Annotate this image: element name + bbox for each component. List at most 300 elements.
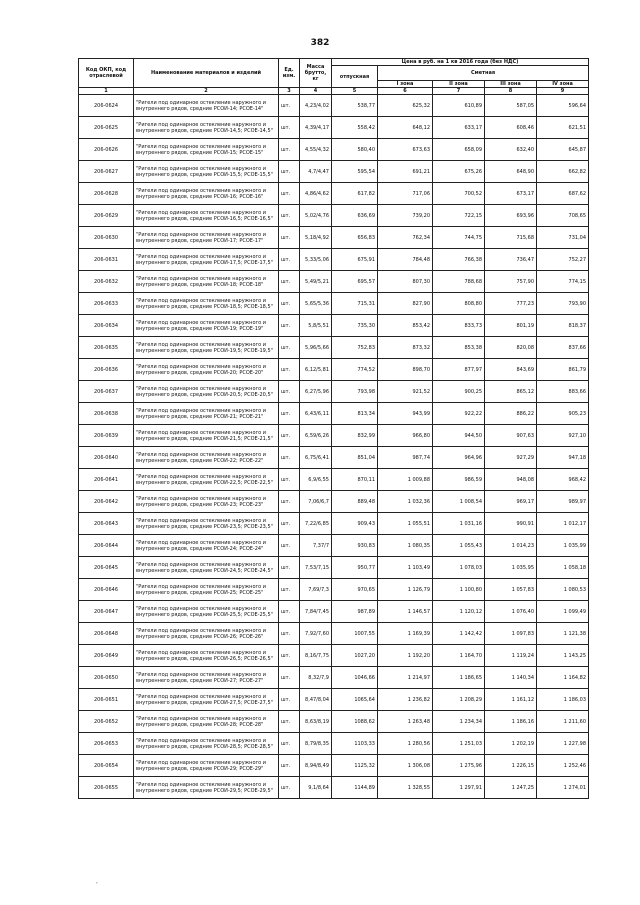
release-price: 558,42 — [332, 117, 378, 139]
header-zone-4: IV зона — [537, 81, 589, 88]
item-name: "Ригели под одинарное остекление наружного и внутреннего рядов, средние РСОИ-27; РСОЕ-27" — [134, 667, 279, 689]
item-mass: 4,39/4,17 — [300, 117, 332, 139]
table-row — [79, 205, 589, 227]
table-row — [79, 183, 589, 205]
page-number: 382 — [310, 38, 330, 48]
zone-2-price: 1 142,42 — [433, 623, 485, 645]
zone-2-price: 922,22 — [433, 403, 485, 425]
header-name: Наименование материалов и изделий — [134, 59, 279, 88]
header-code: Код ОКП, код отраслевой — [79, 59, 134, 88]
zone-1-price: 921,52 — [378, 381, 433, 403]
release-price: 675,91 — [332, 249, 378, 271]
zone-1-price: 1 263,48 — [378, 711, 433, 733]
item-code: 206-0648 — [79, 623, 134, 645]
zone-1-price: 1 169,39 — [378, 623, 433, 645]
zone-2-price: 633,17 — [433, 117, 485, 139]
zone-3-price: 777,23 — [485, 293, 537, 315]
item-mass: 5,8/5,51 — [300, 315, 332, 337]
table-row — [79, 711, 589, 733]
zone-2-price: 675,26 — [433, 161, 485, 183]
item-unit: шт. — [279, 139, 300, 161]
item-code: 206-0632 — [79, 271, 134, 293]
release-price: 1103,33 — [332, 733, 378, 755]
release-price: 851,04 — [332, 447, 378, 469]
item-name: "Ригели под одинарное остекление наружного и внутреннего рядов, средние РСОИ-15,5; РСОЕ-15,5" — [134, 161, 279, 183]
item-name: "Ригели под одинарное остекление наружного и внутреннего рядов, средние РСОИ-23,5; РСОЕ-23,5" — [134, 513, 279, 535]
zone-3-price: 1 076,40 — [485, 601, 537, 623]
header-estimate: Сметная — [378, 66, 589, 81]
item-mass: 8,47/8,04 — [300, 689, 332, 711]
item-unit: шт. — [279, 337, 300, 359]
item-name: "Ригели под одинарное остекление наружного и внутреннего рядов, средние РСОИ-21,5; РСОЕ-21,5" — [134, 425, 279, 447]
zone-3-price: 1 247,25 — [485, 777, 537, 799]
zone-2-price: 744,75 — [433, 227, 485, 249]
zone-2-price: 1 120,12 — [433, 601, 485, 623]
item-code: 206-0630 — [79, 227, 134, 249]
item-unit: шт. — [279, 667, 300, 689]
table-row — [79, 95, 589, 117]
header-release: отпускная — [332, 66, 378, 88]
zone-3-price: 865,12 — [485, 381, 537, 403]
zone-4-price: 1 099,49 — [537, 601, 589, 623]
table-row — [79, 271, 589, 293]
zone-3-price: 1 097,83 — [485, 623, 537, 645]
item-mass: 5,33/5,06 — [300, 249, 332, 271]
zone-3-price: 1 057,83 — [485, 579, 537, 601]
item-unit: шт. — [279, 359, 300, 381]
zone-1-price: 943,99 — [378, 403, 433, 425]
item-name: "Ригели под одинарное остекление наружного и внутреннего рядов, средние РСОИ-25; РСОЕ-25" — [134, 579, 279, 601]
item-unit: шт. — [279, 535, 300, 557]
zone-3-price: 693,96 — [485, 205, 537, 227]
zone-3-price: 608,46 — [485, 117, 537, 139]
table-row — [79, 645, 589, 667]
zone-3-price: 948,08 — [485, 469, 537, 491]
item-code: 206-0646 — [79, 579, 134, 601]
item-code: 206-0649 — [79, 645, 134, 667]
zone-3-price: 886,22 — [485, 403, 537, 425]
item-unit: шт. — [279, 249, 300, 271]
item-code: 206-0639 — [79, 425, 134, 447]
item-unit: шт. — [279, 183, 300, 205]
zone-1-price: 762,34 — [378, 227, 433, 249]
item-code: 206-0650 — [79, 667, 134, 689]
zone-1-price: 987,74 — [378, 447, 433, 469]
zone-4-price: 1 211,60 — [537, 711, 589, 733]
item-unit: шт. — [279, 117, 300, 139]
item-mass: 6,43/6,11 — [300, 403, 332, 425]
release-price: 735,30 — [332, 315, 378, 337]
item-name: "Ригели под одинарное остекление наружного и внутреннего рядов, средние РСОИ-25,5; РСОЕ-25,5" — [134, 601, 279, 623]
release-price: 595,54 — [332, 161, 378, 183]
item-code: 206-0629 — [79, 205, 134, 227]
zone-3-price: 587,05 — [485, 95, 537, 117]
zone-4-price: 883,66 — [537, 381, 589, 403]
release-price: 752,83 — [332, 337, 378, 359]
item-code: 206-0637 — [79, 381, 134, 403]
zone-4-price: 774,15 — [537, 271, 589, 293]
release-price: 832,99 — [332, 425, 378, 447]
zone-4-price: 752,27 — [537, 249, 589, 271]
item-name: "Ригели под одинарное остекление наружного и внутреннего рядов, средние РСОИ-23; РСОЕ-23" — [134, 491, 279, 513]
item-unit: шт. — [279, 161, 300, 183]
release-price: 987,89 — [332, 601, 378, 623]
table-row — [79, 425, 589, 447]
zone-1-price: 648,12 — [378, 117, 433, 139]
zone-4-price: 645,87 — [537, 139, 589, 161]
item-unit: шт. — [279, 623, 300, 645]
release-price: 636,69 — [332, 205, 378, 227]
zone-4-price: 708,65 — [537, 205, 589, 227]
header-mass: Масса брутто, кг — [300, 59, 332, 88]
item-mass: 8,63/8,19 — [300, 711, 332, 733]
item-code: 206-0638 — [79, 403, 134, 425]
zone-1-price: 827,90 — [378, 293, 433, 315]
col-number: 4 — [300, 88, 332, 95]
zone-3-price: 927,29 — [485, 447, 537, 469]
zone-1-price: 1 280,56 — [378, 733, 433, 755]
table-row — [79, 689, 589, 711]
item-name: "Ригели под одинарное остекление наружного и внутреннего рядов, средние РСОИ-29; РСОЕ-29" — [134, 755, 279, 777]
item-unit: шт. — [279, 447, 300, 469]
zone-4-price: 1 164,82 — [537, 667, 589, 689]
scan-mark: , — [96, 878, 98, 885]
col-number: 5 — [332, 88, 378, 95]
release-price: 1007,55 — [332, 623, 378, 645]
item-name: "Ригели под одинарное остекление наружного и внутреннего рядов, средние РСОИ-20,5; РСОЕ-20,5" — [134, 381, 279, 403]
zone-2-price: 900,25 — [433, 381, 485, 403]
zone-3-price: 990,91 — [485, 513, 537, 535]
zone-2-price: 877,97 — [433, 359, 485, 381]
item-code: 206-0631 — [79, 249, 134, 271]
column-number-row — [79, 88, 589, 95]
zone-3-price: 632,40 — [485, 139, 537, 161]
item-name: "Ригели под одинарное остекление наружного и внутреннего рядов, средние РСОИ-26,5; РСОЕ-26,5" — [134, 645, 279, 667]
item-name: "Ригели под одинарное остекление наружного и внутреннего рядов, средние РСОИ-24; РСОЕ-24" — [134, 535, 279, 557]
item-mass: 7,37/7 — [300, 535, 332, 557]
header-unit: Ед. изм. — [279, 59, 300, 88]
item-name: "Ригели под одинарное остекление наружного и внутреннего рядов, средние РСОИ-17,5; РСОЕ-17,5" — [134, 249, 279, 271]
release-price: 870,11 — [332, 469, 378, 491]
zone-3-price: 1 202,19 — [485, 733, 537, 755]
table-row — [79, 777, 589, 799]
item-mass: 4,55/4,32 — [300, 139, 332, 161]
release-price: 793,98 — [332, 381, 378, 403]
header-zone-3: III зона — [485, 81, 537, 88]
zone-4-price: 621,51 — [537, 117, 589, 139]
item-name: "Ригели под одинарное остекление наружного и внутреннего рядов, средние РСОИ-17; РСОЕ-17" — [134, 227, 279, 249]
item-mass: 5,49/5,21 — [300, 271, 332, 293]
item-code: 206-0627 — [79, 161, 134, 183]
item-mass: 8,94/8,49 — [300, 755, 332, 777]
table-row — [79, 117, 589, 139]
zone-2-price: 658,09 — [433, 139, 485, 161]
item-mass: 6,75/6,41 — [300, 447, 332, 469]
zone-2-price: 808,80 — [433, 293, 485, 315]
item-code: 206-0644 — [79, 535, 134, 557]
zone-3-price: 757,90 — [485, 271, 537, 293]
item-mass: 8,79/8,35 — [300, 733, 332, 755]
zone-1-price: 1 126,79 — [378, 579, 433, 601]
zone-4-price: 687,62 — [537, 183, 589, 205]
zone-4-price: 905,23 — [537, 403, 589, 425]
zone-4-price: 818,37 — [537, 315, 589, 337]
zone-1-price: 717,06 — [378, 183, 433, 205]
zone-2-price: 1 031,16 — [433, 513, 485, 535]
item-unit: шт. — [279, 315, 300, 337]
item-mass: 6,59/6,26 — [300, 425, 332, 447]
release-price: 1144,89 — [332, 777, 378, 799]
table-row — [79, 513, 589, 535]
item-name: "Ригели под одинарное остекление наружного и внутреннего рядов, средние РСОИ-28; РСОЕ-28" — [134, 711, 279, 733]
item-unit: шт. — [279, 777, 300, 799]
release-price: 889,48 — [332, 491, 378, 513]
zone-1-price: 1 214,97 — [378, 667, 433, 689]
zone-3-price: 1 035,95 — [485, 557, 537, 579]
release-price: 695,57 — [332, 271, 378, 293]
table-row — [79, 579, 589, 601]
release-price: 909,43 — [332, 513, 378, 535]
zone-2-price: 700,52 — [433, 183, 485, 205]
table-row — [79, 139, 589, 161]
zone-1-price: 673,63 — [378, 139, 433, 161]
item-mass: 8,32/7,9 — [300, 667, 332, 689]
item-name: "Ригели под одинарное остекление наружного и внутреннего рядов, средние РСОИ-20; РСОЕ-20" — [134, 359, 279, 381]
table-row — [79, 601, 589, 623]
release-price: 617,82 — [332, 183, 378, 205]
zone-4-price: 1 252,46 — [537, 755, 589, 777]
table-row — [79, 227, 589, 249]
release-price: 950,77 — [332, 557, 378, 579]
release-price: 1046,66 — [332, 667, 378, 689]
item-code: 206-0655 — [79, 777, 134, 799]
table-row — [79, 161, 589, 183]
zone-4-price: 1 227,98 — [537, 733, 589, 755]
item-unit: шт. — [279, 491, 300, 513]
item-mass: 7,84/7,45 — [300, 601, 332, 623]
zone-2-price: 833,73 — [433, 315, 485, 337]
zone-2-price: 722,15 — [433, 205, 485, 227]
zone-3-price: 843,69 — [485, 359, 537, 381]
zone-2-price: 788,68 — [433, 271, 485, 293]
item-name: "Ригели под одинарное остекление наружного и внутреннего рядов, средние РСОИ-18,5; РСОЕ-18,5" — [134, 293, 279, 315]
item-mass: 4,7/4,47 — [300, 161, 332, 183]
price-table — [78, 58, 589, 799]
item-name: "Ригели под одинарное остекление наружного и внутреннего рядов, средние РСОИ-15; РСОЕ-15" — [134, 139, 279, 161]
zone-3-price: 1 140,34 — [485, 667, 537, 689]
item-code: 206-0633 — [79, 293, 134, 315]
item-unit: шт. — [279, 271, 300, 293]
item-name: "Ригели под одинарное остекление наружного и внутреннего рядов, средние РСОИ-19; РСОЕ-19" — [134, 315, 279, 337]
zone-4-price: 1 035,99 — [537, 535, 589, 557]
item-code: 206-0654 — [79, 755, 134, 777]
zone-4-price: 1 012,17 — [537, 513, 589, 535]
item-name: "Ригели под одинарное остекление наружного и внутреннего рядов, средние РСОИ-26; РСОЕ-26" — [134, 623, 279, 645]
item-name: "Ригели под одинарное остекление наружного и внутреннего рядов, средние РСОИ-14,5; РСОЕ-14,5" — [134, 117, 279, 139]
item-name: "Ригели под одинарное остекление наружного и внутреннего рядов, средние РСОИ-16,5; РСОЕ-16,5" — [134, 205, 279, 227]
item-name: "Ригели под одинарное остекление наружного и внутреннего рядов, средние РСОИ-18; РСОЕ-18" — [134, 271, 279, 293]
release-price: 1065,64 — [332, 689, 378, 711]
item-mass: 4,23/4,02 — [300, 95, 332, 117]
release-price: 538,77 — [332, 95, 378, 117]
zone-1-price: 1 080,35 — [378, 535, 433, 557]
zone-2-price: 1 186,65 — [433, 667, 485, 689]
item-name: "Ригели под одинарное остекление наружного и внутреннего рядов, средние РСОИ-14; РСОЕ-14" — [134, 95, 279, 117]
item-mass: 4,86/4,62 — [300, 183, 332, 205]
zone-2-price: 1 208,29 — [433, 689, 485, 711]
zone-4-price: 968,42 — [537, 469, 589, 491]
zone-4-price: 927,10 — [537, 425, 589, 447]
zone-2-price: 1 164,70 — [433, 645, 485, 667]
item-name: "Ригели под одинарное остекление наружного и внутреннего рядов, средние РСОИ-22; РСОЕ-22" — [134, 447, 279, 469]
col-number: 6 — [378, 88, 433, 95]
item-mass: 9,1/8,64 — [300, 777, 332, 799]
release-price: 970,65 — [332, 579, 378, 601]
zone-1-price: 1 306,08 — [378, 755, 433, 777]
zone-4-price: 793,90 — [537, 293, 589, 315]
zone-4-price: 1 186,03 — [537, 689, 589, 711]
zone-1-price: 1 032,36 — [378, 491, 433, 513]
table-row — [79, 733, 589, 755]
zone-3-price: 1 119,24 — [485, 645, 537, 667]
item-code: 206-0641 — [79, 469, 134, 491]
zone-4-price: 1 121,38 — [537, 623, 589, 645]
zone-3-price: 1 161,12 — [485, 689, 537, 711]
release-price: 656,83 — [332, 227, 378, 249]
item-mass: 7,53/7,15 — [300, 557, 332, 579]
item-code: 206-0643 — [79, 513, 134, 535]
zone-3-price: 801,19 — [485, 315, 537, 337]
table-row — [79, 315, 589, 337]
item-name: "Ригели под одинарное остекление наружного и внутреннего рядов, средние РСОИ-19,5; РСОЕ-19,5" — [134, 337, 279, 359]
header-zone-1: I зона — [378, 81, 433, 88]
item-unit: шт. — [279, 381, 300, 403]
zone-4-price: 861,79 — [537, 359, 589, 381]
zone-4-price: 1 143,25 — [537, 645, 589, 667]
zone-1-price: 966,80 — [378, 425, 433, 447]
zone-1-price: 1 055,51 — [378, 513, 433, 535]
zone-1-price: 1 192,20 — [378, 645, 433, 667]
table-row — [79, 249, 589, 271]
zone-1-price: 898,70 — [378, 359, 433, 381]
table-body — [79, 95, 589, 799]
zone-2-price: 1 234,34 — [433, 711, 485, 733]
zone-2-price: 986,59 — [433, 469, 485, 491]
table-row — [79, 535, 589, 557]
item-unit: шт. — [279, 711, 300, 733]
item-mass: 8,16/7,75 — [300, 645, 332, 667]
item-name: "Ригели под одинарное остекление наружного и внутреннего рядов, средние РСОИ-28,5; РСОЕ-28,5" — [134, 733, 279, 755]
item-unit: шт. — [279, 689, 300, 711]
item-unit: шт. — [279, 469, 300, 491]
item-unit: шт. — [279, 645, 300, 667]
header-price-title: Цена в руб. на 1 кв 2016 года (без НДС) — [332, 59, 589, 66]
zone-2-price: 1 008,54 — [433, 491, 485, 513]
table-row — [79, 667, 589, 689]
item-unit: шт. — [279, 601, 300, 623]
zone-2-price: 1 078,03 — [433, 557, 485, 579]
release-price: 580,40 — [332, 139, 378, 161]
table-row — [79, 469, 589, 491]
zone-3-price: 1 186,16 — [485, 711, 537, 733]
zone-2-price: 766,38 — [433, 249, 485, 271]
table-row — [79, 293, 589, 315]
item-mass: 6,9/6,55 — [300, 469, 332, 491]
table-row — [79, 381, 589, 403]
item-code: 206-0636 — [79, 359, 134, 381]
item-code: 206-0635 — [79, 337, 134, 359]
zone-3-price: 1 226,15 — [485, 755, 537, 777]
item-unit: шт. — [279, 403, 300, 425]
item-name: "Ригели под одинарное остекление наружного и внутреннего рядов, средние РСОИ-16; РСОЕ-16" — [134, 183, 279, 205]
item-mass: 7,69/7,3 — [300, 579, 332, 601]
zone-2-price: 964,96 — [433, 447, 485, 469]
zone-1-price: 1 103,49 — [378, 557, 433, 579]
zone-2-price: 944,50 — [433, 425, 485, 447]
release-price: 1088,62 — [332, 711, 378, 733]
item-mass: 7,06/6,7 — [300, 491, 332, 513]
zone-4-price: 989,97 — [537, 491, 589, 513]
zone-3-price: 969,17 — [485, 491, 537, 513]
item-unit: шт. — [279, 205, 300, 227]
item-name: "Ригели под одинарное остекление наружного и внутреннего рядов, средние РСОИ-21; РСОЕ-21" — [134, 403, 279, 425]
zone-1-price: 625,32 — [378, 95, 433, 117]
zone-2-price: 1 275,96 — [433, 755, 485, 777]
zone-2-price: 1 251,03 — [433, 733, 485, 755]
item-code: 206-0634 — [79, 315, 134, 337]
item-mass: 7,92/7,60 — [300, 623, 332, 645]
zone-3-price: 715,68 — [485, 227, 537, 249]
zone-1-price: 807,30 — [378, 271, 433, 293]
item-name: "Ригели под одинарное остекление наружного и внутреннего рядов, средние РСОИ-24,5; РСОЕ-24,5" — [134, 557, 279, 579]
header-zone-2: II зона — [433, 81, 485, 88]
zone-1-price: 853,42 — [378, 315, 433, 337]
zone-1-price: 739,20 — [378, 205, 433, 227]
zone-4-price: 596,64 — [537, 95, 589, 117]
item-unit: шт. — [279, 733, 300, 755]
item-code: 206-0625 — [79, 117, 134, 139]
item-mass: 6,12/5,81 — [300, 359, 332, 381]
zone-2-price: 1 055,43 — [433, 535, 485, 557]
item-unit: шт. — [279, 513, 300, 535]
item-unit: шт. — [279, 425, 300, 447]
item-code: 206-0626 — [79, 139, 134, 161]
table-row — [79, 447, 589, 469]
zone-4-price: 731,04 — [537, 227, 589, 249]
table-row — [79, 403, 589, 425]
item-code: 206-0642 — [79, 491, 134, 513]
table-row — [79, 359, 589, 381]
zone-3-price: 907,63 — [485, 425, 537, 447]
item-code: 206-0651 — [79, 689, 134, 711]
item-name: "Ригели под одинарное остекление наружного и внутреннего рядов, средние РСОИ-27,5; РСОЕ-27,5" — [134, 689, 279, 711]
zone-1-price: 1 146,57 — [378, 601, 433, 623]
item-mass: 6,27/5,96 — [300, 381, 332, 403]
zone-1-price: 1 328,55 — [378, 777, 433, 799]
table-row — [79, 755, 589, 777]
item-unit: шт. — [279, 755, 300, 777]
release-price: 930,83 — [332, 535, 378, 557]
item-mass: 5,18/4,92 — [300, 227, 332, 249]
item-unit: шт. — [279, 95, 300, 117]
item-unit: шт. — [279, 293, 300, 315]
col-number: 7 — [433, 88, 485, 95]
col-number: 9 — [537, 88, 589, 95]
zone-3-price: 648,90 — [485, 161, 537, 183]
item-code: 206-0653 — [79, 733, 134, 755]
zone-3-price: 1 014,23 — [485, 535, 537, 557]
item-code: 206-0652 — [79, 711, 134, 733]
